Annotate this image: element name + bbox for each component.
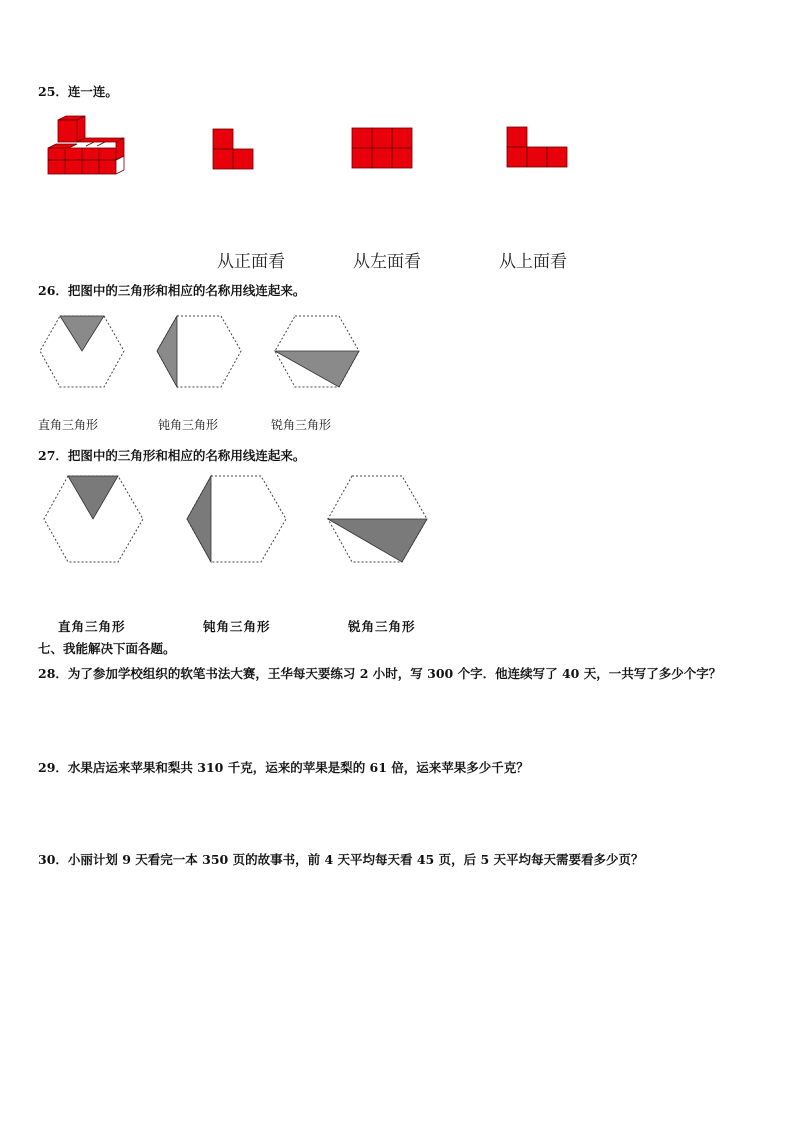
q27-label-obtuse: 钝角三角形: [203, 619, 271, 634]
q27-title: 27．把图中的三角形和相应的名称用线连起来。: [38, 448, 306, 463]
hexagon-3: [273, 313, 363, 391]
view-shape-3: [506, 126, 568, 168]
view-label-top: 从上面看: [499, 252, 567, 272]
view-label-front: 从正面看: [217, 252, 285, 272]
q26-title: 26．把图中的三角形和相应的名称用线连起来。: [38, 283, 306, 298]
section-7-title: 七、我能解决下面各题。: [38, 641, 176, 656]
q29-text: 29．水果店运来苹果和梨共 310 千克，运来的苹果是梨的 61 倍，运来苹果多少千克？: [38, 760, 529, 775]
q28-text: 28．为了参加学校组织的软笔书法大赛，王华每天要练习 2 小时，写 300 个字．他连续写了 40 天，一共写了多少个字？: [38, 666, 722, 681]
hexagon-6: [326, 473, 430, 565]
cube-solid-figure: [44, 114, 126, 176]
q27-label-right: 直角三角形: [58, 619, 126, 634]
hexagon-4: [42, 473, 146, 565]
q30-text: 30．小丽计划 9 天看完一本 350 页的故事书，前 4 天平均每天看 45 页，后 5 天平均每天需要看多少页？: [38, 852, 644, 867]
q26-label-right: 直角三角形: [38, 418, 99, 432]
hexagon-1: [38, 313, 128, 391]
q26-label-obtuse: 钝角三角形: [158, 418, 219, 432]
q27-label-acute: 锐角三角形: [348, 619, 416, 634]
hexagon-5: [185, 473, 289, 565]
hexagon-2: [155, 313, 245, 391]
q26-label-acute: 锐角三角形: [271, 418, 332, 432]
view-shape-1: [212, 128, 256, 170]
q25-title: 25．连一连。: [38, 84, 118, 99]
view-label-left: 从左面看: [353, 252, 421, 272]
view-shape-2: [351, 127, 413, 169]
